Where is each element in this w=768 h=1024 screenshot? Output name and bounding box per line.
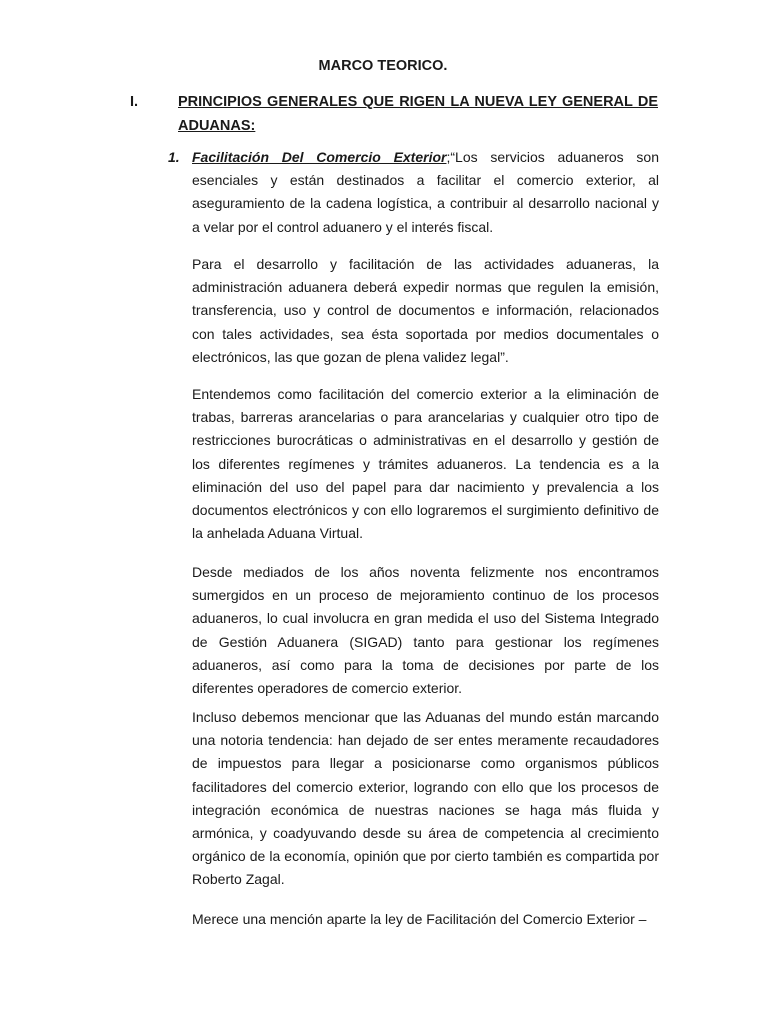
item-paragraph: [192, 146, 659, 239]
paragraph-1: Para el desarrollo y facilitación de las actividades aduaneras, la administración aduanera deberá expedir normas que regulen la emisión, transferencia, uso y control de documentos e información, relacionados con tales actividades, sea ésta soportada por medios documentales o electrónicos, las que gozan de plena validez legal”.: [192, 256, 659, 365]
item-lead-rest: ;“Los servicios aduaneros son esenciales y están destinados a facilitar el comercio exterior, al aseguramiento de la cadena logística, a contribuir al desarrollo nacional y a velar por el control aduanero y el interés fiscal.: [192, 149, 659, 235]
document-title-text: MARCO TEORICO.: [318, 58, 448, 74]
section-heading-text: PRINCIPIOS GENERALES QUE RIGEN LA NUEVA LEY GENERAL DE ADUANAS:: [178, 94, 658, 134]
document-title: [0, 58, 768, 74]
item-lead-term: Facilitación Del Comercio Exterior: [192, 149, 447, 165]
paragraph-4: Incluso debemos mencionar que las Aduanas del mundo están marcando una notoria tendencia: han dejado de ser entes meramente recaudadores de impuestos para llegar a posicionarse como organismos públicos facilitadores del comercio exterior, logrando con ello que los procesos de integración económica de nuestras naciones se haga más fluida y armónica, y coadyuvando desde su área de competencia al crecimiento orgánico de la economía, opinión que por cierto también es compartida por Roberto Zagal.: [192, 709, 659, 888]
paragraph-2: Entendemos como facilitación del comercio exterior a la eliminación de trabas, barreras arancelarias o para arancelarias y cualquier otro tipo de restricciones burocráticas o administrativas en el desarrollo y gestión de los diferentes regímenes y trámites aduaneros. La tendencia es a la eliminación del uso del papel para dar nacimiento y prevalencia a los documentos electrónicos y con ello lograremos el surgimiento definitivo de la anhelada Aduana Virtual.: [192, 386, 659, 542]
section-number: I.: [130, 94, 139, 110]
item-number: 1.: [168, 149, 180, 165]
paragraph-5: Merece una mención aparte la ley de Facilitación del Comercio Exterior –: [192, 911, 647, 927]
paragraph-3: Desde mediados de los años noventa felizmente nos encontramos sumergidos en un proceso de mejoramiento continuo de los procesos aduaneros, lo cual involucra en gran medida el uso del Sistema Integrado de Gestión Aduanera (SIGAD) tanto para gestionar los regímenes aduaneros, así como para la toma de decisiones por parte de los diferentes operadores de comercio exterior.: [192, 564, 659, 697]
